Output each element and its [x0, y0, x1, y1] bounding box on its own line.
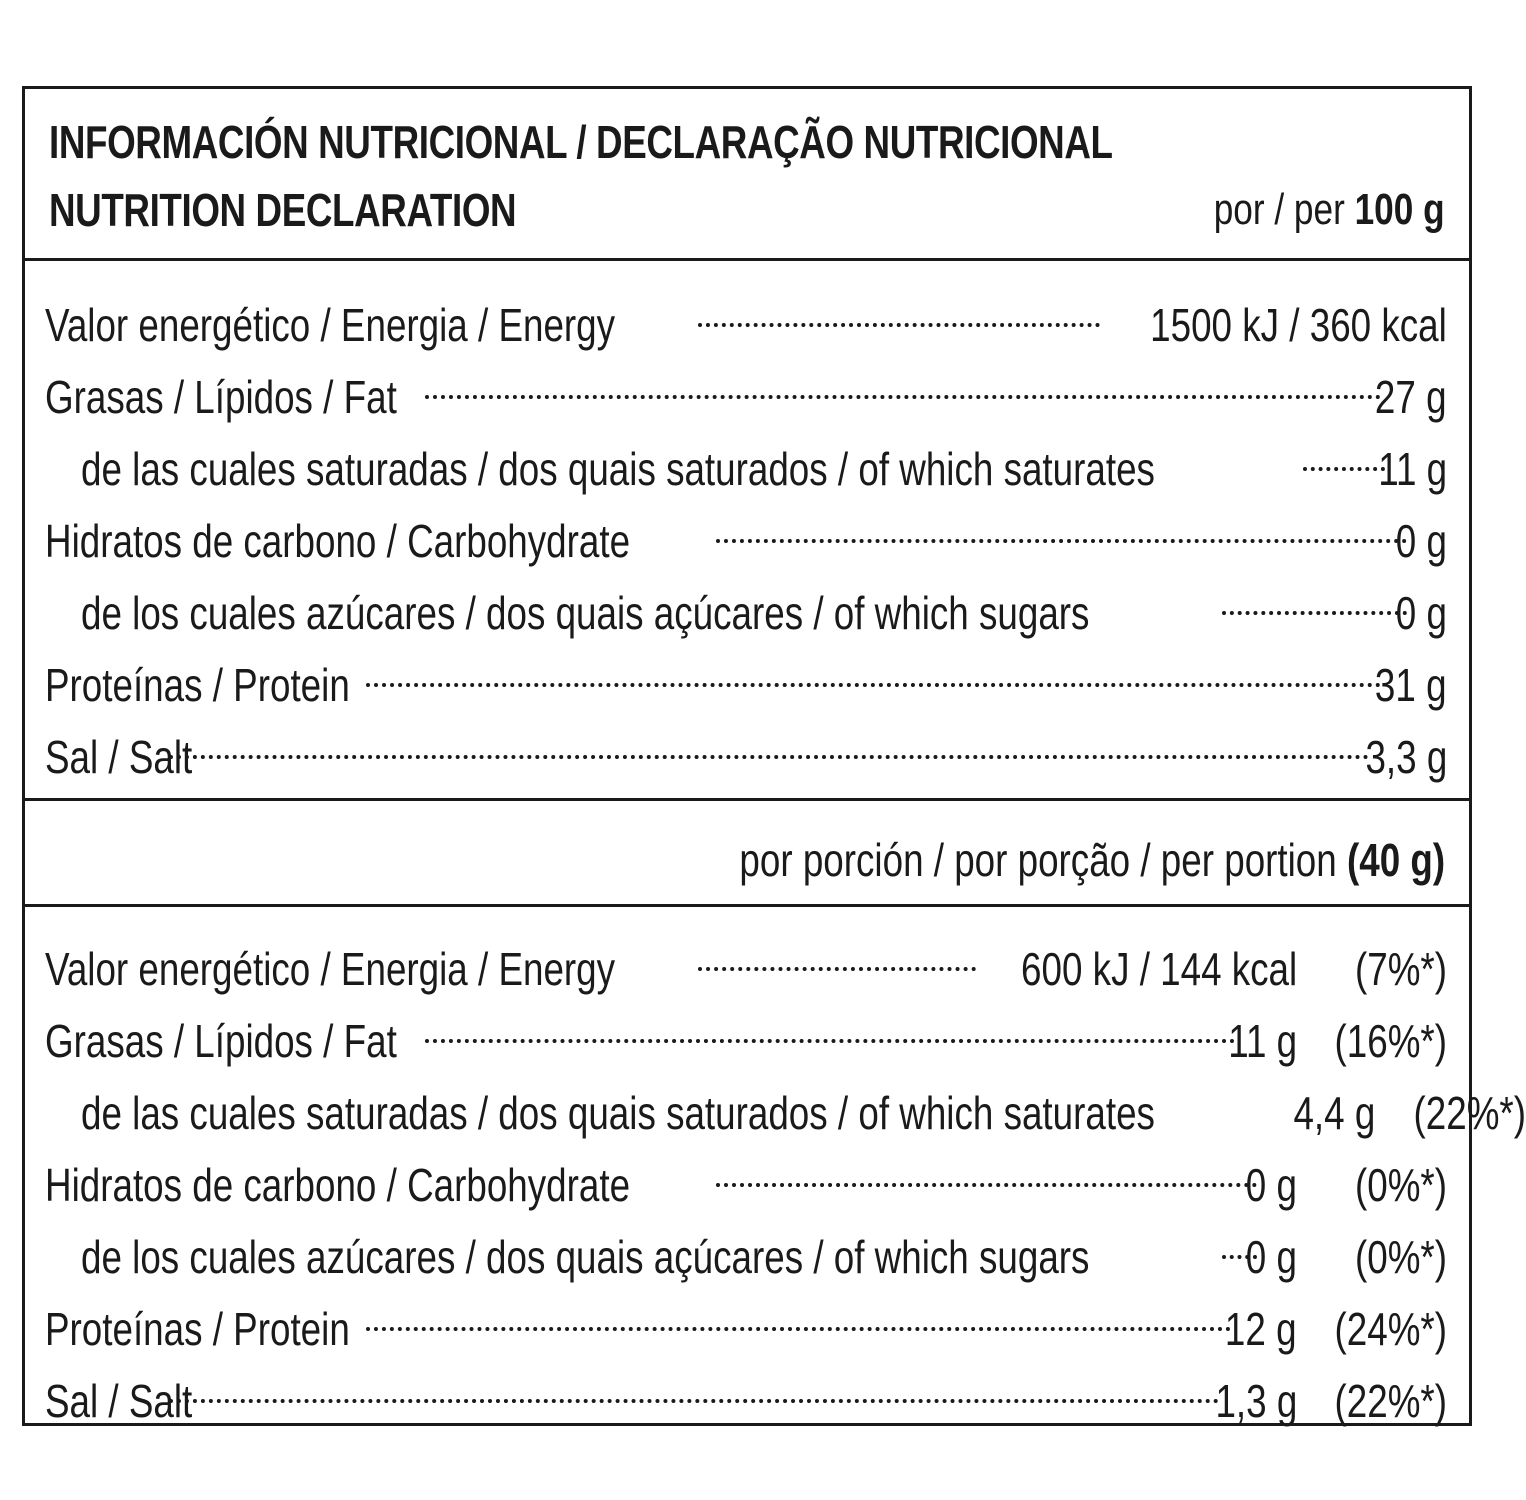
- nutrient-label: Grasas / Lípidos / Fat: [45, 371, 397, 423]
- nutrient-value: 600 kJ / 144 kcal: [1020, 943, 1297, 995]
- nutrient-value: 11 g: [1378, 443, 1447, 495]
- nutrient-label: Sal / Salt: [45, 731, 193, 783]
- nutrient-row-energy: [45, 281, 1447, 351]
- dot-leader: [698, 281, 1107, 341]
- per-portion-heading-section: [25, 801, 1469, 907]
- portion-amount: (40 g): [1346, 834, 1445, 886]
- nutrient-label: de los cuales azúcares / dos quais açúcares / of which sugars: [81, 1231, 1090, 1283]
- per-portion-section: [25, 907, 1526, 1427]
- nutrient-label: Hidratos de carbono / Carbohydrate: [45, 515, 631, 567]
- nutrient-label: de las cuales saturadas / dos quais saturados / of which saturates: [81, 443, 1155, 495]
- nutrient-row-protein: [45, 641, 1447, 711]
- title-line-2: NUTRITION DECLARATION: [49, 184, 517, 236]
- nutrient-value: 4,4 g: [1293, 1087, 1376, 1139]
- nutrient-label: Grasas / Lípidos / Fat: [45, 1015, 397, 1067]
- reference-intake-percent: (24%*): [1334, 1303, 1447, 1355]
- per-portion-heading: [739, 833, 1445, 887]
- nutrient-value: 0 g: [1245, 1159, 1297, 1211]
- nutrient-value: 27 g: [1375, 371, 1447, 423]
- per-amount: 100 g: [1354, 185, 1445, 234]
- dot-leader: [366, 1285, 1237, 1345]
- nutrient-value: 0 g: [1395, 515, 1447, 567]
- reference-intake-percent: (22%*): [1413, 1087, 1526, 1139]
- portion-row-protein: [45, 1285, 1447, 1355]
- portion-row-sugars: [81, 1213, 1447, 1283]
- nutrient-label: Hidratos de carbono / Carbohydrate: [45, 1159, 631, 1211]
- per-100g-heading: [1214, 185, 1445, 235]
- nutrient-value: 0 g: [1245, 1231, 1297, 1283]
- nutrient-label: Valor energético / Energia / Energy: [45, 943, 616, 995]
- title-line-1: INFORMACIÓN NUTRICIONAL / DECLARAÇÃO NUTRICIONAL: [49, 116, 1113, 168]
- nutrition-label: [22, 86, 1526, 1427]
- nutrient-row-sugars: [81, 569, 1447, 639]
- dot-leader: [1222, 569, 1413, 629]
- nutrient-row-saturates: [81, 425, 1447, 495]
- reference-intake-percent: (0%*): [1354, 1231, 1447, 1283]
- nutrition-header: [25, 89, 1469, 261]
- nutrient-value: 31 g: [1375, 659, 1447, 711]
- nutrient-label: Proteínas / Protein: [45, 1303, 350, 1355]
- nutrient-value: 1,3 g: [1215, 1375, 1297, 1427]
- dot-leader: [698, 925, 982, 985]
- dot-leader: [716, 497, 1413, 557]
- dot-leader: [366, 641, 1387, 701]
- nutrient-value: 12 g: [1225, 1303, 1297, 1355]
- dot-leader: [169, 713, 1375, 773]
- dot-leader: [425, 353, 1388, 413]
- dot-leader: [425, 997, 1241, 1057]
- per-prefix: por / per: [1214, 185, 1355, 234]
- portion-row-carbohydrate: [45, 1141, 1447, 1211]
- portion-row-salt: [45, 1357, 1447, 1427]
- nutrient-row-fat: [45, 353, 1447, 423]
- nutrient-value: 0 g: [1395, 587, 1447, 639]
- reference-intake-percent: (16%*): [1334, 1015, 1447, 1067]
- portion-row-saturates: [81, 1069, 1526, 1139]
- nutrient-value: 1500 kJ / 360 kcal: [1150, 299, 1447, 351]
- nutrient-row-carbohydrate: [45, 497, 1447, 567]
- per-100g-section: [25, 261, 1469, 801]
- dot-leader: [716, 1141, 1263, 1201]
- nutrient-label: de los cuales azúcares / dos quais açúcares / of which sugars: [81, 587, 1090, 639]
- reference-intake-percent: (22%*): [1334, 1375, 1447, 1427]
- dot-leader: [169, 1357, 1225, 1417]
- nutrient-label: de las cuales saturadas / dos quais saturados / of which saturates: [81, 1087, 1155, 1139]
- reference-intake-percent: (0%*): [1354, 1159, 1447, 1211]
- portion-row-energy: [45, 925, 1447, 995]
- portion-prefix: por porción / por porção / per portion: [739, 834, 1347, 886]
- nutrient-label: Proteínas / Protein: [45, 659, 350, 711]
- nutrient-value: 3,3 g: [1365, 731, 1447, 783]
- nutrient-value: 11 g: [1228, 1015, 1297, 1067]
- nutrient-row-salt: [45, 713, 1447, 783]
- reference-intake-percent: (7%*): [1354, 943, 1447, 995]
- nutrient-label: Valor energético / Energia / Energy: [45, 299, 616, 351]
- portion-row-fat: [45, 997, 1447, 1067]
- nutrient-label: Sal / Salt: [45, 1375, 193, 1427]
